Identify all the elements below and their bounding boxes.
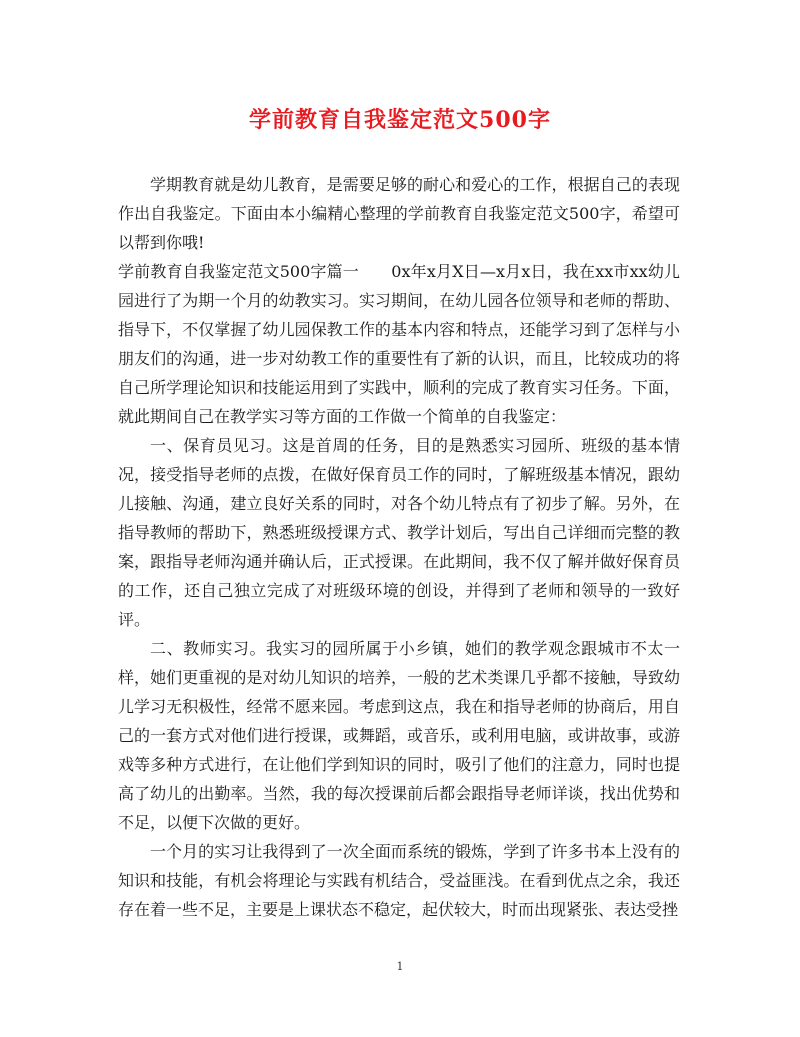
document-body — [118, 170, 680, 924]
document-title: 学前教育自我鉴定范文500字 — [249, 107, 551, 133]
intro-paragraph: 学期教育就是幼儿教育，是需要足够的耐心和爱心的工作，根据自己的表现作出自我鉴定。下面由本小编精心整理的学前教育自我鉴定范文500字，希望可以帮到你哦! — [118, 175, 680, 252]
section-one-paragraph: 一、保育员见习。这是首周的任务，目的是熟悉实习园所、班级的基本情况，接受指导老师的点拨，在做好保育员工作的同时，了解班级基本情况，跟幼儿接触、沟通，建立良好关系的同时，对各个幼儿特点有了初步了解。另外，在指导教师的帮助下，熟悉班级授课方式、教学计划后，写出自己详细而完整的教案，跟指导老师沟通并确认后，正式授课。在此期间，我不仅了解并做好保育员的工作，还自己独立完成了对班级环境的创设，并得到了老师和领导的一致好评。 — [118, 436, 680, 629]
sample-one-paragraph: 学前教育自我鉴定范文500字篇一 0x年x月X日—x月x日，我在xx市xx幼儿园进行了为期一个月的幼教实习。实习期间，在幼儿园各位领导和老师的帮助、指导下，不仅掌握了幼儿园保教工作的基本内容和特点，还能学习到了怎样与小朋友们的沟通，进一步对幼教工作的重要性有了新的认识，而且，比较成功的将自己所学理论知识和技能运用到了实践中，顺利的完成了教育实习任务。下面，就此期间自己在教学实习等方面的工作做一个简单的自我鉴定： — [118, 262, 680, 426]
section-two-paragraph: 二、教师实习。我实习的园所属于小乡镇，她们的教学观念跟城市不太一样，她们更重视的是对幼儿知识的培养，一般的艺术类课几乎都不接触，导致幼儿学习无积极性，经常不愿来园。考虑到这点，我在和指导老师的协商后，用自己的一套方式对他们进行授课，或舞蹈，或音乐，或利用电脑，或讲故事，或游戏等多种方式进行，在让他们学到知识的同时，吸引了他们的注意力，同时也提高了幼儿的出勤率。当然，我的每次授课前后都会跟指导老师详谈，找出优势和不足，以便下次做的更好。 — [118, 639, 680, 832]
summary-paragraph: 一个月的实习让我得到了一次全面而系统的锻炼，学到了许多书本上没有的知识和技能，有机会将理论与实践有机结合，受益匪浅。在看到优点之余，我还存在着一些不足，主要是上课状态不稳定，起伏较大，时而出现紧张、表达受挫 — [118, 842, 680, 919]
page-number: 1 — [396, 960, 404, 973]
